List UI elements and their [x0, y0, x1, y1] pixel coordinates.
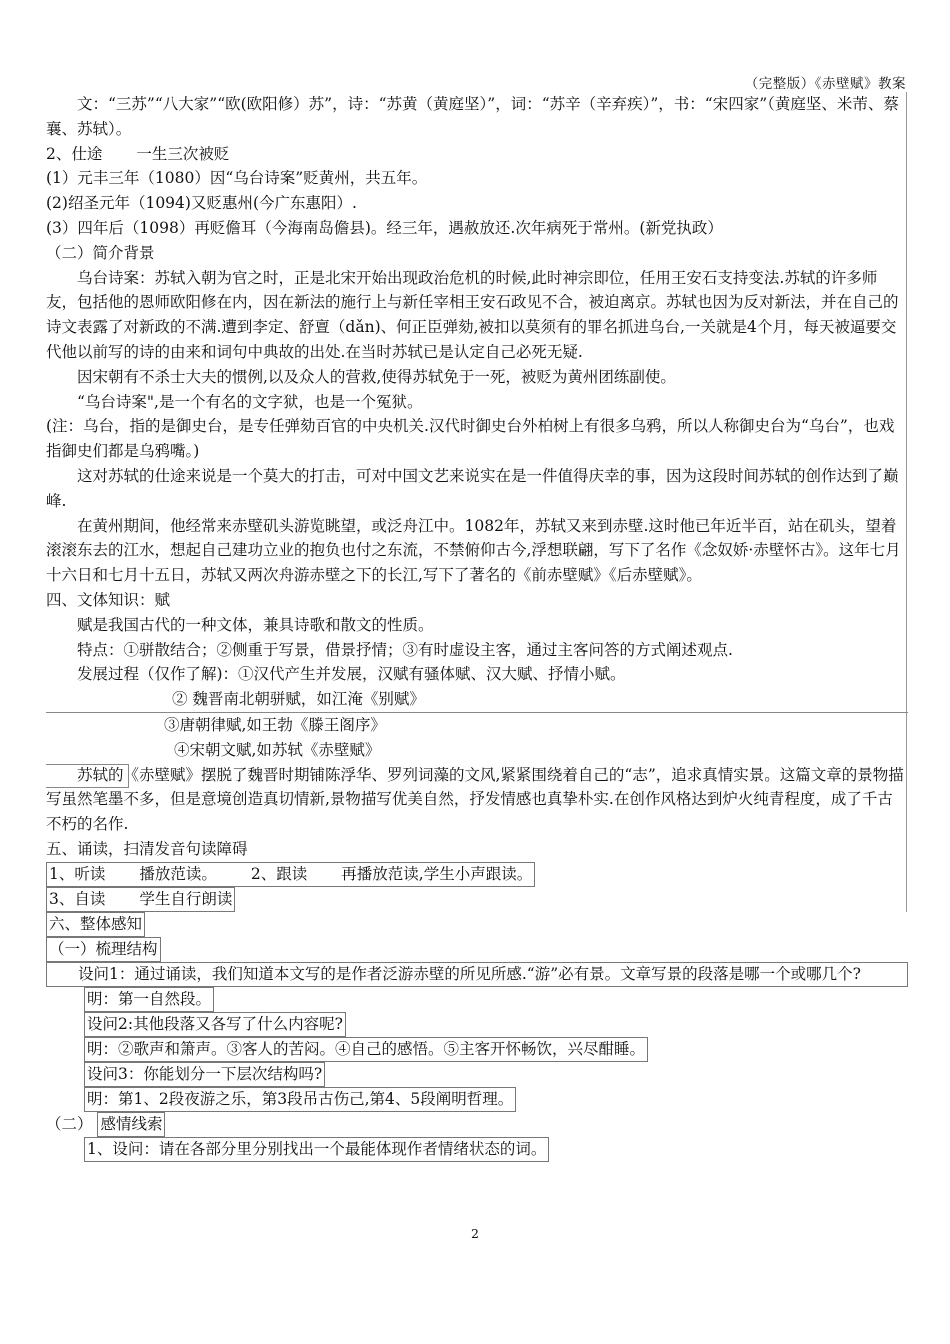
line-answer-1: [46, 987, 908, 1012]
development-item-4: ④宋朝文赋,如苏轼《赤壁赋》: [174, 740, 381, 759]
paragraph-features: 特点：①骈散结合；②侧重于写景，借景抒情；③有时虚设主客，通过主客问答的方式阐述观点.: [77, 640, 733, 659]
line-question-3: [46, 1062, 908, 1087]
answer-3: 明：第1、2段夜游之乐，第3段吊古伤己,第4、5段阐明哲理。: [84, 1087, 516, 1112]
development-item-3: ③唐朝律赋,如王勃《滕王阁序》: [46, 712, 908, 738]
line-self-read: [46, 887, 908, 912]
paragraph-career-impact: 这对苏轼的仕途来说是一个莫大的打击，可对中国文艺来说实在是一件值得庆幸的事，因为这段时间苏轼的创作达到了巅峰.: [46, 466, 899, 510]
text-follow: 再播放范读,学生小声跟读。: [341, 864, 533, 883]
line-exile-1: (1）元丰三年（1080）因“乌台诗案”贬黄州，共五年。: [46, 169, 428, 188]
line-emotion: [46, 1112, 908, 1137]
heading-background: （二）简介背景: [46, 243, 155, 262]
label-listen: 1、听读: [49, 864, 106, 883]
paragraph-wutai: 乌台诗案：苏轼入朝为官之时，正是北宋开始出现政治危机的时候,此时神宗即位，任用王安石支持变法.苏轼的许多师友，包括他的恩师欧阳修在内，因在新法的施行上与新任宰相王安石政见不合，被迫离京。苏轼也因为反对新法，并在自己的诗文表露了对新政的不满.遭到李定、舒亶（dǎn)、何正臣弹劾,被扣以莫须有的罪名抓进乌台,一关就是4个月，每天被逼要交代他以前写的诗的由来和词句中典故的出处.在当时苏轼已是认定自己必死无疑.: [46, 268, 899, 361]
development-item-2: ② 魏晋南北朝骈赋，如江淹《别赋》: [172, 690, 425, 709]
answer-1: 明：第一自然段。: [84, 987, 214, 1012]
line-listen-follow: [46, 862, 908, 887]
heading-career: 2、仕途: [46, 144, 103, 163]
paragraph-development: 发展过程（仅作了解)：①汉代产生并发展，汉赋有骚体赋、汉大赋、抒情小赋。: [77, 665, 626, 684]
paragraph-song-custom: 因宋朝有不杀士大夫的惯例,以及众人的营救,使得苏轼免于一死，被贬为黄州团练副使。: [77, 367, 676, 386]
line-structure: [46, 937, 908, 962]
paragraph-wenziyu: “乌台诗案",是一个有名的文字狱，也是一个冤狱。: [77, 392, 423, 411]
career-summary: 一生三次被贬: [136, 144, 230, 163]
paragraph-note: (注：乌台，指的是御史台，是专任弹劾百官的中央机关.汉代时御史台外柏树上有很多乌鸦，所以人称御史台为“乌台”，也戏指御史们都是乌鸦嘴。): [46, 417, 895, 461]
page-number: 2: [471, 1226, 479, 1241]
question-1: 设问1：通过诵读，我们知道本文写的是作者泛游赤壁的所见所感.“游”必有景。文章写景的段落是哪一个或哪几个?: [46, 962, 908, 987]
line-overall: [46, 912, 908, 937]
question-2: 设问2:其他段落又各写了什么内容呢?: [84, 1012, 346, 1037]
heading-genre: 四、文体知识：赋: [46, 590, 171, 609]
line-answer-3: [46, 1087, 908, 1112]
line-answer-2: [46, 1037, 908, 1062]
label-self-read: 3、自读: [49, 889, 106, 908]
paragraph-chibifu: 苏轼的《赤壁赋》摆脱了魏晋时期铺陈浮华、罗列词藻的文风,紧紧围绕着自己的“志”，追求真情实景。这篇文章的景物描写虽然笔墨不多，但是意境创造真切情新,景物描写优美自然，抒发情感也真挚朴实.在创作风格达到炉火纯青程度，成了千古不朽的名作.: [46, 765, 904, 834]
heading-emotion: 感情线索: [97, 1112, 165, 1137]
text-self-read: 学生自行朗读: [139, 889, 233, 908]
box-self-read: [46, 887, 235, 912]
page-header: （完整版）《赤壁赋》教案: [744, 76, 906, 92]
emotion-question: 1、设问：请在各部分里分别找出一个最能体现作者情绪状态的词。: [84, 1137, 549, 1162]
paragraph-huangzhou: 在黄州期间，他经常来赤壁矶头游览眺望，或泛舟江中。1082年，苏轼又来到赤壁.这时他已年近半百，站在矶头，望着滚滚东去的江水，想起自己建功立业的抱负也付之东流，不禁俯仰古今,浮想联翩，写下了名作《念奴娇·赤壁怀古》。这年七月十六日和七月十五日，苏轼又两次舟游赤壁之下的长江,写下了著名的《前赤壁赋》《后赤壁赋》。: [46, 516, 901, 585]
line-exile-3: (3）四年后（1098）再贬儋耳（今海南岛儋县)。经三年，遇赦放还.次年病死于常州。(新党执政）: [46, 218, 723, 237]
line-exile-2: (2)绍圣元年（1094)又贬惠州(今广东惠阳）.: [46, 194, 357, 213]
heading-overall: 六、整体感知: [46, 912, 145, 937]
line-emotion-question: [46, 1137, 908, 1162]
heading-reading: 五、诵读，扫清发音句读障碍: [46, 839, 248, 858]
label-follow: 2、跟读: [250, 864, 308, 883]
answer-2: 明：②歌声和箫声。③客人的苦闷。④自己的感悟。⑤主客开怀畅饮，兴尽酣睡。: [84, 1037, 648, 1062]
paragraph-sansu: 文：“三苏”“八大家”“欧(欧阳修）苏”，诗：“苏黄（黄庭坚）”，词：“苏辛（辛弃疾）”，书：“宋四家”（黄庭坚、米芾、蔡襄、苏轼）。: [46, 95, 899, 138]
document-body: [46, 92, 908, 1162]
question-3: 设问3：你能划分一下层次结构吗?: [84, 1062, 325, 1087]
line-question-2: [46, 1012, 908, 1037]
heading-structure: （一）梳理结构: [46, 937, 161, 962]
label-emotion: （二）: [46, 1114, 93, 1133]
paragraph-fu-definition: 赋是我国古代的一种文体，兼具诗歌和散文的性质。: [77, 615, 434, 634]
text-listen: 播放范读。: [139, 864, 217, 883]
line-career: [46, 142, 908, 167]
box-listen-follow: [46, 862, 535, 887]
